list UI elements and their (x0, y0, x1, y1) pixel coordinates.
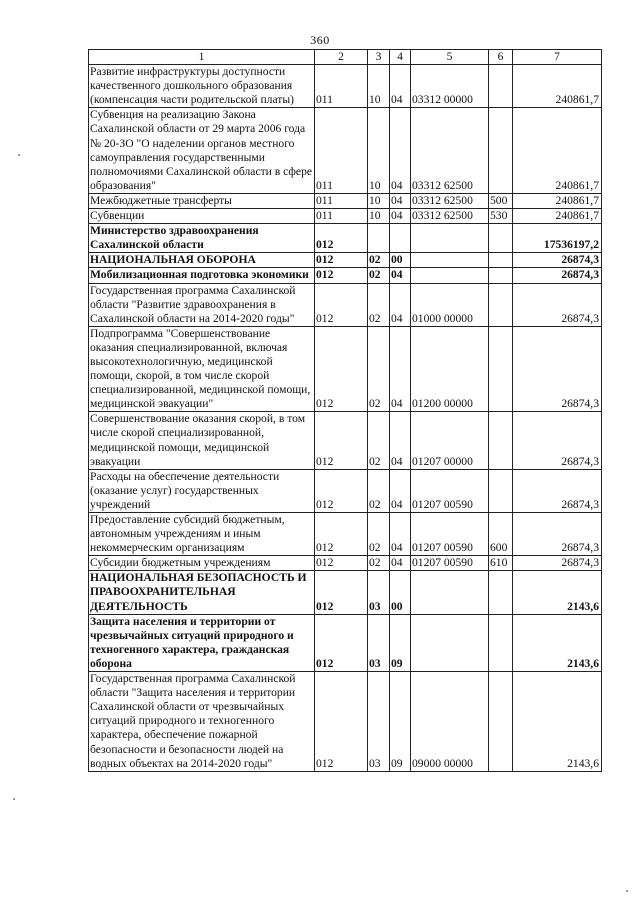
table-row (89, 65, 602, 108)
section-code: 03 (368, 571, 390, 614)
table-row (89, 672, 602, 772)
table-row (89, 268, 602, 283)
expense-type-code (489, 672, 513, 772)
row-name: Совершенствование оказания скорой, в том числе скорой специализированной, медицинской помощи, медицинской эвакуации (89, 412, 315, 469)
amount: 26874,3 (513, 326, 602, 412)
ministry-code: 012 (315, 469, 368, 512)
row-name: Защита населения и территории от чрезвычайных ситуаций природного и техногенного характера, гражданская оборона (89, 614, 315, 671)
target-article-code: 03312 62500 (411, 209, 489, 224)
column-header: 1 (89, 50, 315, 65)
section-code: 02 (368, 556, 390, 571)
row-name: Государственная программа Сахалинской области "Защита населения и территории Сахалинской области от чрезвычайных ситуаций природного и техногенного характера, обеспечение пожарной безопасности и безопасности людей на водных объектах на 2014-2020 годы" (89, 672, 315, 772)
section-code (368, 224, 390, 253)
subsection-code: 04 (390, 193, 411, 208)
amount: 26874,3 (513, 268, 602, 283)
table-row (89, 614, 602, 671)
amount: 26874,3 (513, 469, 602, 512)
column-header: 7 (513, 50, 602, 65)
expense-type-code (489, 283, 513, 326)
row-name: Расходы на обеспечение деятельности (оказание услуг) государственных учреждений (89, 469, 315, 512)
ministry-code: 011 (315, 209, 368, 224)
expense-type-code: 610 (489, 556, 513, 571)
row-name: НАЦИОНАЛЬНАЯ ОБОРОНА (89, 253, 315, 268)
subsection-code: 09 (390, 672, 411, 772)
column-header: 5 (411, 50, 489, 65)
subsection-code: 04 (390, 283, 411, 326)
row-name: НАЦИОНАЛЬНАЯ БЕЗОПАСНОСТЬ И ПРАВООХРАНИТЕЛЬНАЯ ДЕЯТЕЛЬНОСТЬ (89, 571, 315, 614)
target-article-code: 01207 00590 (411, 513, 489, 556)
amount: 2143,6 (513, 614, 602, 671)
target-article-code: 01200 00000 (411, 326, 489, 412)
target-article-code: 01207 00000 (411, 412, 489, 469)
section-code: 02 (368, 513, 390, 556)
column-header: 2 (315, 50, 368, 65)
section-code: 10 (368, 193, 390, 208)
subsection-code: 04 (390, 513, 411, 556)
expense-type-code: 530 (489, 209, 513, 224)
scan-speck (13, 798, 15, 800)
subsection-code: 09 (390, 614, 411, 671)
amount: 17536197,2 (513, 224, 602, 253)
column-header: 4 (390, 50, 411, 65)
expense-type-code (489, 614, 513, 671)
table-row (89, 224, 602, 253)
ministry-code: 012 (315, 672, 368, 772)
page-number: 360 (310, 33, 330, 47)
ministry-code: 012 (315, 571, 368, 614)
target-article-code (411, 614, 489, 671)
column-header: 3 (368, 50, 390, 65)
section-code: 02 (368, 326, 390, 412)
table-row (89, 209, 602, 224)
expense-type-code (489, 326, 513, 412)
section-code: 10 (368, 209, 390, 224)
amount: 240861,7 (513, 193, 602, 208)
section-code: 02 (368, 253, 390, 268)
ministry-code: 012 (315, 224, 368, 253)
row-name: Субвенции (89, 209, 315, 224)
target-article-code: 01207 00590 (411, 556, 489, 571)
target-article-code (411, 224, 489, 253)
row-name: Министерство здравоохранения Сахалинской области (89, 224, 315, 253)
subsection-code: 04 (390, 65, 411, 108)
ministry-code: 012 (315, 412, 368, 469)
section-code: 02 (368, 412, 390, 469)
table-row (89, 193, 602, 208)
table-row (89, 571, 602, 614)
row-name: Государственная программа Сахалинской области "Развитие здравоохранения в Сахалинской области на 2014-2020 годы" (89, 283, 315, 326)
expense-type-code (489, 571, 513, 614)
row-name: Мобилизационная подготовка экономики (89, 268, 315, 283)
amount: 26874,3 (513, 556, 602, 571)
subsection-code: 04 (390, 209, 411, 224)
table-row (89, 469, 602, 512)
expense-type-code (489, 253, 513, 268)
subsection-code (390, 224, 411, 253)
ministry-code: 012 (315, 614, 368, 671)
target-article-code (411, 571, 489, 614)
row-name: Субвенция на реализацию Закона Сахалинской области от 29 марта 2006 года № 20-ЗО "О наделении органов местного самоуправления государственными полномочиями Сахалинской области в сфере образования" (89, 108, 315, 194)
section-code: 03 (368, 614, 390, 671)
row-name: Межбюджетные трансферты (89, 193, 315, 208)
row-name: Развитие инфраструктуры доступности качественного дошкольного образования (компенсация части родительской платы) (89, 65, 315, 108)
subsection-code: 04 (390, 556, 411, 571)
table-header-row (89, 50, 602, 65)
ministry-code: 012 (315, 283, 368, 326)
ministry-code: 012 (315, 268, 368, 283)
scan-speck (18, 154, 20, 156)
scan-speck (626, 890, 628, 892)
section-code: 02 (368, 268, 390, 283)
target-article-code (411, 253, 489, 268)
ministry-code: 011 (315, 193, 368, 208)
target-article-code: 01207 00590 (411, 469, 489, 512)
section-code: 03 (368, 672, 390, 772)
ministry-code: 012 (315, 556, 368, 571)
amount: 240861,7 (513, 108, 602, 194)
expense-type-code (489, 469, 513, 512)
table-row (89, 253, 602, 268)
subsection-code: 04 (390, 108, 411, 194)
amount: 240861,7 (513, 209, 602, 224)
subsection-code: 04 (390, 268, 411, 283)
expense-type-code: 500 (489, 193, 513, 208)
column-header: 6 (489, 50, 513, 65)
amount: 26874,3 (513, 253, 602, 268)
subsection-code: 00 (390, 253, 411, 268)
target-article-code: 03312 00000 (411, 65, 489, 108)
expense-type-code (489, 412, 513, 469)
expense-type-code (489, 65, 513, 108)
amount: 26874,3 (513, 412, 602, 469)
target-article-code: 09000 00000 (411, 672, 489, 772)
section-code: 10 (368, 108, 390, 194)
amount: 2143,6 (513, 672, 602, 772)
table-row (89, 326, 602, 412)
subsection-code: 00 (390, 571, 411, 614)
ministry-code: 012 (315, 253, 368, 268)
ministry-code: 012 (315, 326, 368, 412)
expense-type-code: 600 (489, 513, 513, 556)
target-article-code: 01000 00000 (411, 283, 489, 326)
expense-type-code (489, 224, 513, 253)
amount: 26874,3 (513, 283, 602, 326)
section-code: 10 (368, 65, 390, 108)
section-code: 02 (368, 283, 390, 326)
row-name: Подпрограмма "Совершенствование оказания специализированной, включая высокотехнологичную, медицинской помощи, скорой, в том числе скорой специализированной, медицинской помощи, медицинской эвакуации" (89, 326, 315, 412)
row-name: Предоставление субсидий бюджетным, автономным учреждениям и иным некоммерческим организациям (89, 513, 315, 556)
expense-type-code (489, 268, 513, 283)
target-article-code (411, 268, 489, 283)
subsection-code: 04 (390, 326, 411, 412)
ministry-code: 011 (315, 65, 368, 108)
table-row (89, 513, 602, 556)
ministry-code: 011 (315, 108, 368, 194)
subsection-code: 04 (390, 469, 411, 512)
target-article-code: 03312 62500 (411, 108, 489, 194)
subsection-code: 04 (390, 412, 411, 469)
target-article-code: 03312 62500 (411, 193, 489, 208)
ministry-code: 012 (315, 513, 368, 556)
table-row (89, 412, 602, 469)
amount: 2143,6 (513, 571, 602, 614)
amount: 240861,7 (513, 65, 602, 108)
budget-table (88, 49, 602, 772)
amount: 26874,3 (513, 513, 602, 556)
table-row (89, 556, 602, 571)
expense-type-code (489, 108, 513, 194)
table-row (89, 108, 602, 194)
row-name: Субсидии бюджетным учреждениям (89, 556, 315, 571)
table-row (89, 283, 602, 326)
section-code: 02 (368, 469, 390, 512)
